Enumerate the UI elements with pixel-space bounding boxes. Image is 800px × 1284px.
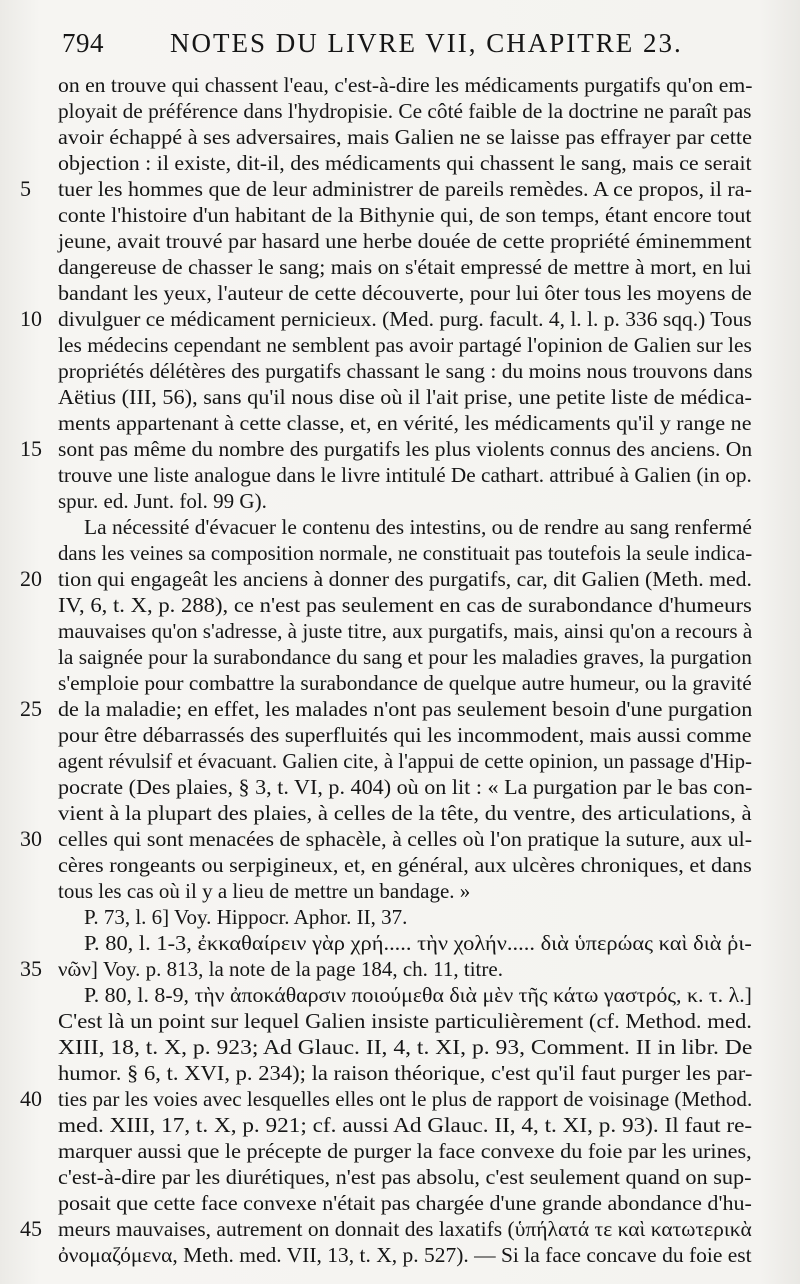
text-line: [0, 617, 800, 645]
line-text: P. 73, l. 6] Voy. Hippocr. Aphor. II, 37.: [84, 905, 408, 929]
line-text: P. 80, l. 8-9, τὴν ἀποκάθαρσιν ποιούμεθα διὰ μὲν τῆς κάτω γαστρός, κ. τ. λ.]: [84, 983, 752, 1007]
text-line: [0, 305, 800, 333]
line-number: 35: [20, 956, 42, 981]
line-text: ments appartenant à cette classe, et, en vérité, les médicaments qu'il y range ne: [58, 411, 752, 435]
text-line: [0, 643, 800, 671]
line-number: 25: [20, 696, 42, 721]
line-number: 30: [20, 826, 42, 851]
text-line: [0, 123, 800, 151]
line-number: 45: [20, 1216, 42, 1241]
text-line: [0, 981, 800, 1009]
text-line: [0, 591, 800, 619]
text-line: [0, 1111, 800, 1139]
line-text: c'est-à-dire par les diurétiques, n'est pas absolu, c'est seulement quand on sup-: [58, 1165, 752, 1189]
line-text: divulguer ce médicament pernicieux. (Med. purg. facult. 4, l. l. p. 336 sqq.) Tous: [58, 307, 752, 331]
text-line: [0, 955, 800, 983]
line-text: marquer aussi que le précepte de purger la face convexe du foie par les urines,: [58, 1139, 752, 1163]
line-text: s'emploie pour combattre la surabondance de quelque autre humeur, ou la gravité: [58, 671, 752, 695]
text-line: [0, 201, 800, 229]
text-line: [0, 565, 800, 593]
line-number: 5: [20, 176, 31, 201]
text-line: [0, 799, 800, 827]
text-line: [0, 747, 800, 775]
line-text: objection : il existe, dit-il, des médicaments qui chassent le sang, mais ce serait: [58, 151, 752, 175]
line-text: Aëtius (III, 56), sans qu'il nous dise où il l'ait prise, une petite liste de médica-: [58, 385, 752, 409]
text-line: [0, 487, 800, 515]
text-line: [0, 773, 800, 801]
line-text: de la maladie; en effet, les malades n'ont pas seulement besoin d'une purgation: [58, 697, 753, 721]
text-line: [0, 1137, 800, 1165]
text-line: [0, 669, 800, 697]
text-line: [0, 1007, 800, 1035]
text-line: [0, 71, 800, 99]
text-line: [0, 1189, 800, 1217]
text-line: [0, 357, 800, 385]
line-text: ties par les voies avec lesquelles elles ont le plus de rapport de voisinage (Method.: [58, 1087, 753, 1111]
text-line: [0, 1241, 800, 1269]
line-text: ployait de préférence dans l'hydropisie. Ce côté faible de la doctrine ne paraît pas: [58, 99, 752, 123]
line-text: conte l'histoire d'un habitant de la Bithynie qui, de son temps, étant encore tout: [58, 203, 752, 227]
line-text: mauvaises qu'on s'adresse, à juste titre, aux purgatifs, mais, ainsi qu'on a recours à: [58, 619, 753, 643]
text-line: [0, 1085, 800, 1113]
running-head: NOTES DU LIVRE VII, CHAPITRE 23.: [170, 28, 683, 58]
text-line: [0, 279, 800, 307]
line-text: dans les veines sa composition normale, ne constituait pas toutefois la seule indica-: [58, 541, 753, 565]
line-text: sont pas même du nombre des purgatifs les plus violents connus des anciens. On: [58, 437, 753, 461]
text-line: [0, 929, 800, 957]
text-line: [0, 877, 800, 905]
text-line: [0, 1033, 800, 1061]
line-number: 15: [20, 436, 42, 461]
line-text: posait que cette face convexe n'était pas chargée d'une grande abondance d'hu-: [58, 1191, 752, 1215]
line-text: agent révulsif et évacuant. Galien cite, à l'appui de cette opinion, un passage d'Hip-: [58, 749, 753, 773]
text-line: [0, 435, 800, 463]
text-line: [0, 331, 800, 359]
line-text: cères rongeants ou serpigineux, et, en général, aux ulcères chroniques, et dans: [58, 853, 752, 877]
page-number: 794: [62, 28, 104, 58]
line-text: avoir échappé à ses adversaires, mais Galien ne se laisse pas effrayer par cette: [58, 125, 752, 149]
line-text: humor. § 6, t. XVI, p. 234); la raison théorique, c'est qu'il faut purger les par-: [58, 1061, 753, 1085]
text-line: [0, 149, 800, 177]
text-line: [0, 721, 800, 749]
text-line: [0, 253, 800, 281]
line-text: propriétés délétères des purgatifs chassant le sang : du moins nous trouvons dans: [58, 359, 753, 383]
line-text: jeune, avait trouvé par hasard une herbe douée de cette propriété éminemment: [58, 229, 752, 253]
line-number: 20: [20, 566, 42, 591]
text-line: [0, 903, 800, 931]
line-text: IV, 6, t. X, p. 288), ce n'est pas seulement en cas de surabondance d'humeurs: [58, 593, 752, 617]
text-line: [0, 851, 800, 879]
line-text: dangereuse de chasser le sang; mais on s'était empressé de mettre à mort, en lui: [58, 255, 752, 279]
text-line: [0, 513, 800, 541]
page-header: [62, 28, 752, 64]
text-line: [0, 227, 800, 255]
line-text: les médecins cependant ne semblent pas avoir partagé l'opinion de Galien sur les: [58, 333, 752, 357]
text-line: [0, 97, 800, 125]
line-text: tion qui engageât les anciens à donner des purgatifs, car, dit Galien (Meth. med.: [58, 567, 752, 591]
text-line: [0, 695, 800, 723]
text-line: [0, 1059, 800, 1087]
line-text: trouve une liste analogue dans le livre intitulé De cathart. attribué à Galien (in op.: [58, 463, 752, 487]
line-text: pocrate (Des plaies, § 3, t. VI, p. 404) où on lit : « La purgation par le bas con-: [58, 775, 753, 799]
line-text: med. XIII, 17, t. X, p. 921; cf. aussi Ad Glauc. II, 4, t. XI, p. 93). Il faut re-: [58, 1113, 753, 1137]
text-line: [0, 175, 800, 203]
line-text: La nécessité d'évacuer le contenu des intestins, ou de rendre au sang renfermé: [84, 515, 752, 539]
line-text: meurs mauvaises, autrement on donnait des laxatifs (ὑπήλατά τε καὶ κατωτερικὰ: [58, 1217, 752, 1241]
line-text: P. 80, l. 1-3, ἐκκαθαίρειν γὰρ χρή..... τὴν χολήν..... διὰ ὑπερώας καὶ διὰ ῥι-: [84, 931, 752, 955]
line-number: 40: [20, 1086, 42, 1111]
line-number: 10: [20, 306, 42, 331]
line-text: C'est là un point sur lequel Galien insiste particulièrement (cf. Method. med.: [58, 1009, 752, 1033]
line-text: ὀνομαζόμενα, Meth. med. VII, 13, t. X, p. 527). — Si la face concave du foie est: [58, 1243, 752, 1267]
line-text: νῶν] Voy. p. 813, la note de la page 184, ch. 11, titre.: [58, 957, 503, 981]
line-text: XIII, 18, t. X, p. 923; Ad Glauc. II, 4, t. XI, p. 93, Comment. II in libr. De: [58, 1035, 753, 1059]
text-line: [0, 825, 800, 853]
line-text: bandant les yeux, l'auteur de cette découverte, pour lui ôter tous les moyens de: [58, 281, 752, 305]
line-text: la saignée pour la surabondance du sang et pour les maladies graves, la purgation: [58, 645, 752, 669]
line-text: vient à la plupart des plaies, à celles de la tête, du ventre, des articulations, à: [58, 801, 752, 825]
line-text: celles qui sont menacées de sphacèle, à celles où l'on pratique la suture, aux ul-: [58, 827, 753, 851]
text-line: [0, 461, 800, 489]
text-line: [0, 1215, 800, 1243]
text-line: [0, 383, 800, 411]
text-line: [0, 539, 800, 567]
text-line: [0, 1163, 800, 1191]
text-line: [0, 409, 800, 437]
line-text: pour être débarrassés des superfluités qui les incommodent, mais aussi comme: [58, 723, 752, 747]
line-text: on en trouve qui chassent l'eau, c'est-à-dire les médicaments purgatifs qu'on em-: [58, 73, 753, 97]
line-text: tuer les hommes que de leur administrer de pareils remèdes. A ce propos, il ra-: [58, 177, 752, 201]
line-text: tous les cas où il y a lieu de mettre un bandage. »: [58, 879, 471, 903]
line-text: spur. ed. Junt. fol. 99 G).: [58, 489, 267, 513]
